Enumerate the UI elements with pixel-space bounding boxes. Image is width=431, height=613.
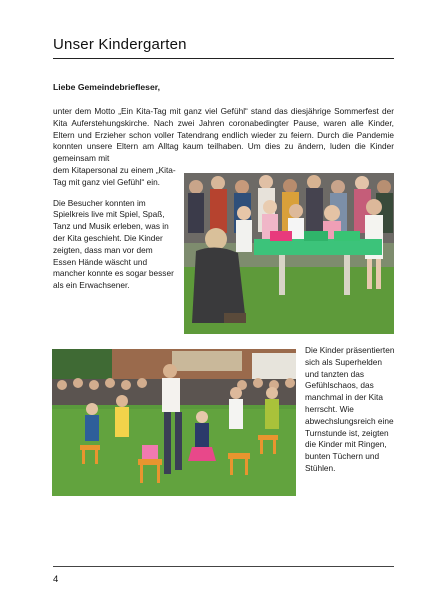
right-column-text: Die Kinder präsentierten sich als Superhelden und tanzten das Gefühlschaos, das manchmal in der Kita herrscht. Wie abwechslungsreich eine Turnstunde ist, zeigten die Kinder mit Ringen, bunten Tüchern und Stühlen. [305, 345, 395, 473]
header-rule [53, 58, 394, 59]
left-column [53, 165, 177, 301]
page-title: Unser Kindergarten [53, 36, 187, 53]
photo-dancing [52, 349, 296, 496]
photo-handwashing [184, 173, 394, 334]
page-number: 4 [53, 574, 59, 585]
left-column-paragraph-2: Die Besucher konnten im Spielkreis live mit Spiel, Spaß, Tanz und Musik erleben, was in der Kita geschieht. Die Kinder zeigten, dass man vor dem Essen Hände wäscht und mancher konnte es sogar besser als ein Erwachsener. [53, 197, 174, 291]
intro-paragraph: unter dem Motto „Ein Kita-Tag mit ganz viel Gefühl“ stand das diesjährige Sommerfest der Kita Auferstehungskirche. Nach zwei Jahren coronabedingter Pause, waren alle Kinder, Eltern und Erzieher schon voller Tatendrang endlich wieder zu feiern. Durch die Pandemie konnten unsere Eltern am Alltag kaum teilhaben. Um dies zu ändern, luden die Kinder gemeinsam mit [53, 106, 394, 164]
footer-rule [53, 566, 394, 567]
left-column-paragraph-1: dem Kitapersonal zu einem „Kita-Tag mit ganz viel Gefühl“ ein. [53, 165, 176, 187]
greeting: Liebe Gemeindebriefleser, [53, 82, 160, 92]
